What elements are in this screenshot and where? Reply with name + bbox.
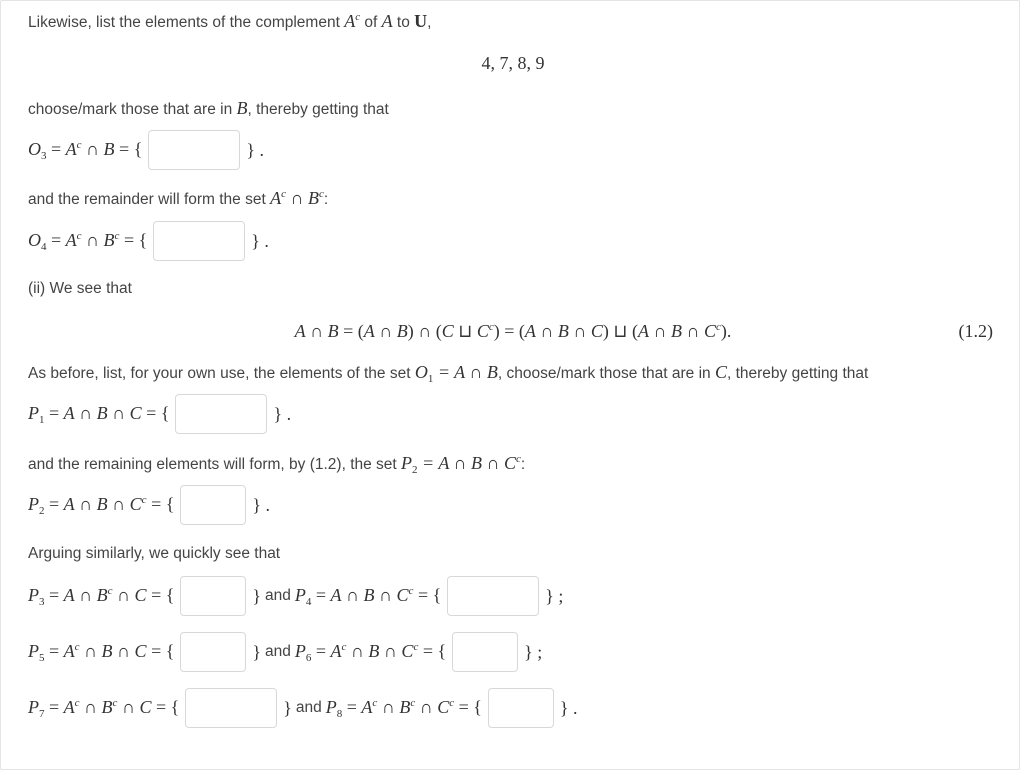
p2-lhs: $P_2 = A$ ∩ B ∩ $C^c$ = { <box>28 493 175 517</box>
remainder-line: and the remainder will form the set $A^c$ ∩ $B^c$: <box>28 188 329 208</box>
p1-lhs: $P_1 = A$ ∩ B ∩ C = { <box>28 402 170 426</box>
intro-text: Likewise, list the elements of the complement <box>28 14 345 31</box>
intro-comma: , <box>427 14 432 31</box>
part-ii-text: (ii) We see that <box>28 280 132 297</box>
intro-of: of <box>360 14 382 31</box>
math-B: B <box>236 98 248 118</box>
p8-lhs: $P_8 = A^c$ ∩ $B^c$ ∩ $C^c$ = { <box>325 696 482 720</box>
p7-answer-input[interactable] <box>185 688 277 728</box>
p7-lhs: $P_7 = A^c$ ∩ $B^c$ ∩ C = { <box>28 696 180 720</box>
p3-close-brace: } <box>252 585 261 606</box>
p8-answer-input[interactable] <box>488 688 554 728</box>
math-O1-eq: $O_1 = A$ ∩ B <box>414 362 498 385</box>
p3-p4-row <box>28 576 563 616</box>
p7-close-brace: } <box>283 697 292 718</box>
o4-answer-input[interactable] <box>153 221 245 261</box>
as-before-mid: , choose/mark those that are in <box>497 365 715 382</box>
p1-close: } . <box>273 403 292 424</box>
p2-close: } . <box>252 494 270 515</box>
arguing-text: Arguing similarly, we quickly see that <box>28 545 281 562</box>
o3-answer-input[interactable] <box>148 130 240 170</box>
math-Ac-cap-Bc: $A^c$ ∩ $B^c$ <box>270 188 324 208</box>
remaining-line <box>28 453 525 476</box>
remainder-text: and the remainder will form the set <box>28 191 271 208</box>
intro-line <box>28 11 431 32</box>
math-U: U <box>414 11 428 31</box>
o4-row <box>28 221 269 261</box>
remaining-colon: : <box>520 456 526 473</box>
choose-line <box>28 98 389 119</box>
equation-1-2-body: A ∩ B = (A ∩ B) ∩ (C ⊔ $C^c) = (A$ ∩ B ∩ C) ⊔ (A ∩ B ∩ $C^c$). <box>294 321 732 341</box>
arguing-line <box>28 545 280 563</box>
math-P2-eq: $P_2 = A$ ∩ B ∩ $C^c$ <box>401 453 521 476</box>
equation-number: (1.2) <box>958 321 993 341</box>
p3-answer-input[interactable] <box>180 576 246 616</box>
o3-lhs: $O_3 = A^c$ ∩ B = { <box>28 138 143 162</box>
p5-p6-row <box>28 632 542 672</box>
o4-close: } . <box>251 230 269 251</box>
p4-answer-input[interactable] <box>447 576 539 616</box>
p6-close: } ; <box>524 641 543 662</box>
equation-1-2 <box>1 321 1024 342</box>
p1-answer-input[interactable] <box>175 394 267 434</box>
part-ii-heading <box>28 280 132 298</box>
math-A-complement: $A^c$ <box>344 11 361 31</box>
p2-row <box>28 485 270 525</box>
and-label-p4: and <box>265 587 291 604</box>
p5-lhs: $P_5 = A^c$ ∩ B ∩ C = { <box>28 640 175 664</box>
choose-text: choose/mark those that are in <box>28 101 237 118</box>
p4-lhs: $P_4 = A$ ∩ B ∩ $C^c$ = { <box>294 584 442 608</box>
as-before-line <box>28 362 868 385</box>
p8-close: } . <box>559 697 578 718</box>
choose-text-after: , thereby getting that <box>247 101 389 118</box>
o4-lhs: $O_4 = A^c$ ∩ $B^c$ = { <box>28 229 148 253</box>
and-label-p6: and <box>265 643 291 660</box>
p2-answer-input[interactable] <box>180 485 246 525</box>
p6-answer-input[interactable] <box>452 632 518 672</box>
p6-lhs: $P_6 = A^c$ ∩ B ∩ $C^c$ = { <box>294 640 447 664</box>
p4-close: } ; <box>545 585 564 606</box>
math-C: C <box>714 362 727 382</box>
math-A: A <box>381 11 393 31</box>
p5-close-brace: } <box>252 641 261 662</box>
intro-to: to <box>392 14 415 31</box>
o3-close: } . <box>246 139 264 160</box>
p7-p8-row <box>28 688 578 728</box>
and-label-p8: and <box>295 699 322 716</box>
complement-list: 4, 7, 8, 9 <box>481 53 545 73</box>
o3-row <box>28 130 264 170</box>
remaining-text: and the remaining elements will form, by (1.2), the set <box>28 456 402 473</box>
complement-list-line <box>1 53 1024 74</box>
p5-answer-input[interactable] <box>180 632 246 672</box>
p3-lhs: $P_3 = A$ ∩ $B^c$ ∩ C = { <box>28 584 175 608</box>
as-before-text: As before, list, for your own use, the elements of the set <box>28 365 415 382</box>
as-before-after: , thereby getting that <box>726 365 869 382</box>
p1-row <box>28 394 291 434</box>
